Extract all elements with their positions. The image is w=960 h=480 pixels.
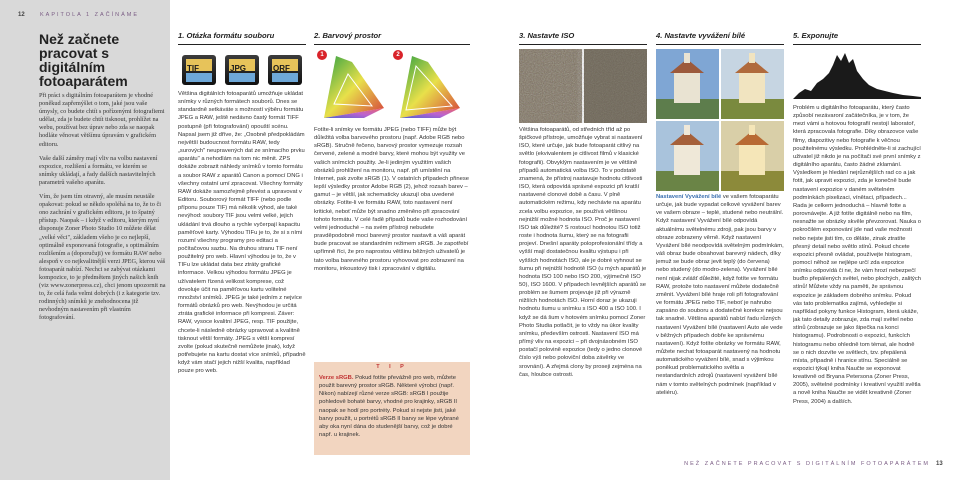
histogram-graphic bbox=[793, 49, 921, 99]
gamut-diagrams bbox=[314, 48, 470, 124]
tif-label: TIF bbox=[187, 64, 199, 73]
left-page-number: 12 bbox=[18, 12, 25, 18]
color-space-text: Fotíte-li snímky ve formátu JPEG (nebo TIFF) může být důležitá volba barvového prostoru (např. Adobe RGB nebo sRGB). Stručně řečeno, barvový prostor vymezuje rozsah červené, zelené a modré barvy, které mohou být využity ve vašich snímcích použity. Je-li jediným využitím vašich obrázků prohlížení na monitoru, např. při umístění na Internet, pak zvolte sRGB (1). V ostatních případech přinese lepší výsledky prostor Adobe RGB (2), jehož rozsah barev – gamut – je větší, jak schematicky ukazují oba uvedené obrázky. Fotíte-li ve formátu RAW, toto nastavení není kritické, neboť může být snadno změněno při zpracování tohoto formátu. V celé řadě případů bude vaše rozhodování velmi jednoduché – na svém přístroji nebudete pravděpodobně moci barevný prostor nastavit a váš aparát bude pracovat se standardním režimem sRGB. Je zapotřebí upřímně říci, že pro naprostou většinu běžných uživatelů je tato volba barevného prostoru vyhovovat pro zobrazení na monitoru, inkoustový tisk i zpracování v digitálu. bbox=[314, 127, 469, 272]
chapel-photo-tungsten bbox=[721, 121, 784, 191]
tip-title: T I P bbox=[376, 364, 408, 370]
section-heading-iso: 3. Nastavte ISO bbox=[519, 31, 647, 45]
tip-text bbox=[319, 374, 465, 439]
chapel-photo-warm bbox=[721, 49, 784, 119]
right-page-number: 13 bbox=[936, 461, 943, 467]
white-balance-body: ve vašem fotoaparátu určuje, jak bude vypadat celkové vyvážení barev ve vašem obraze – teplé, studené nebo neutrální. Když nastavení Vyvážení bílé odpovídá aktuálnímu světelnému zdroji, pak jsou barvy v obraze zobrazeny věrně. Když nastavení Vyvážení bílé neodpovídá světelným podmínkám, váš obraz bude obsahovat barevný nádech, díky jemuž se bude obraz jevit teplý (do červena) nebo studený (do modro-zelena). Vyvážení bílé není nijak zvlášť důležité, když fotíte ve formátu RAW, protože toto nastavení můžete dodatečně změnit. Vyvážení bílé hraje roli při fotografování ve formátu JPEG nebo TIF, neboť je nahrubo zapsáno do souboru a dodatečné korekce nejsou tak snadné. Většina aparátů nabízí řadu různých nastavení Vyvážení bílé (nastavení Auto ale vede v běžných případech dobře ke správnému nastavení). Když fotíte obrázky ve formátu RAW, můžete nechat fotoaparát nastavený na hodnotu automatického vyvážení bílé, snad s výjimkou poněkud problematického světla a nestandardních zdrojů (nastavení vyvážení bílé nám v tomto světelných podmínek (například v ateliéru). bbox=[656, 194, 784, 396]
white-balance-text bbox=[656, 193, 784, 456]
section-heading-color-space: 2. Barvový prostor bbox=[314, 31, 470, 45]
tip-body: Pokud fotíte převážně pro web, můžete použít barevný prostor sRGB. Některé výrobci (např. Nikon) nabízejí různé verze sRGB: sRGB I použije pohledově bohaté barvy, vhodné pro krajinky, sRGB II naopak se hodí pro portréty. Pokud si nejste jisti, jaké barvy použít, u portrétů sRGB II barvy se lépe vybrané aby oka nyní dána do studenější barvy, což je dobré např. u krajinek. bbox=[319, 375, 459, 439]
tip-label: Verze sRGB. bbox=[319, 375, 354, 381]
running-head: KAPITOLA 1 ZAČÍNÁME bbox=[40, 12, 140, 18]
chapter-headline: Než začnete pracovat s digitálním fotoaparátem bbox=[39, 31, 128, 89]
section-heading-file-format: 1. Otázka formátu souboru bbox=[178, 31, 306, 45]
chapel-photo-neutral bbox=[656, 121, 719, 191]
intro-paragraph: Vaše další záměry mají vliv na volbu nastavení expozice, rozlišení a formátu, ve kterém se snímky ukládají, a řady dalších nastavitelných parametrů vašeho aparátu. bbox=[39, 154, 158, 186]
chapel-photo-cool bbox=[656, 49, 719, 119]
section-heading-white-balance: 4. Nastavte vyvážení bílé bbox=[656, 31, 784, 45]
intro-paragraph: Vím, že jsem tím otravný, ale musím neustále opakovat: pokud se někdo spoléhá na to, že to či ono zachrání v grafickém editoru, je to špatný přístup. Naopak – i když v editoru, kterým nyní disponuje Zoner Photo Studio 10 můžete dělat „velké věci", základem všeho je co nejlepší, optimálně exponovaná fotografie, s optimálním rozlišením a (doporučuji) ve formátu RAW nebo alespoň v co nejkvalitnější verzi JPEG, kterou váš fotoaparát nabízí. Nechci se zabývat otázkami kompozice, to je předmětem jiných našich knih (viz www.zonerpress.cz), chci jenom upozornit na to, že celá řada velmi dobrých (i z kategorie tzv. rodinných) snímků je znehodnocena již nevhodným nastavením při vlastním fotografování. bbox=[39, 193, 166, 322]
section-heading-expose: 5. Exponujte bbox=[793, 31, 921, 45]
jpg-label: JPG bbox=[230, 64, 247, 73]
expose-text: Problém u digitálního fotoaparátu, který často způsobí nezávaroní začátečníka, je v tom, že mezi vámi a hotovou fotografií nestojí laboratoř, která zpracovala fotografie. Díky obrazovce vaše filmy, diapozitivy nebo fotografie k věčnou použitelnému výsledku. Prohlédněte-li si zachující uživatel již nikdo je na počítači své první snímky z digitálního aparátu, často žádné zklamání. Výsledkem je hledání nejrůznějších rad co a jak fotit, jak upravit expozici, zda je konečně bude nastavení expozice v daném světelném podmínkách pixelizaci, vínětaci, případech... Rada je celkem jednoduchá – hlavně fotte a porovnávejte. A již fotíte digitálně nebo na film, nesnažte se obrázky skvěle převzorovat. Nauka o pokročilém exponování jde nad vaše možnosti nebo nejste jisti tím, co děláte, zinak ztratíte přesný detail nebo světlo stínů. Pokud chcete expozici přesně ovládat, používejte histogram, pomocí něhož se nejlépe určí zda expozice snímku odpovídá či ne, že vám hrozí nebezpečí buďto přepálených světel, nebo plochých, zalitých stínů! Můžete vždy na paměti, že správnou expozice je základem dobrého snímku. Pokud vás tato problematika zajímá, vyhledejte si například pokyny funkce Histogram, která ukáže, jak tato detaily zobrazuje, zda mají světel nebo stínů (zobrazuje se jako šipečka na konci histogramu). Podrobnosti o expozici, funkcích histogramu nebo ohledně tom témat, ale hodně se o nich dozvíte ve světlech, tzv. přepálená místa, případně i hranice stínu. Speciálně se expozici týkají kniha Naučte se exponovat kreativně od Bryana Petersona (Zoner Press, 2005), světelné podmínky i kreativní využití světla a nově kniha Naučte se vidět kreativně (Zoner Press, 2004) a dalších. bbox=[793, 105, 921, 405]
white-balance-lead: Nastavení Vyvážení bílé bbox=[656, 194, 722, 200]
orf-label: ORF bbox=[273, 64, 290, 73]
iso-text: Většina fotoaparátů, od středních tříd až po špičkové přístroje, umožňuje vybrat si nastavení ISO, které určuje, jak bude fotoaparát citlivý na světlo (ekvivalentem je citlivost filmů v klasické fotografii). Obvyklým nastavením je ve většině případů automatická volba ISO. To v podstatě znamená, že přístroj nastavuje hodnotu citlivosti ISO, která odpovídá správné expozici při kratší nastavené clonové době a času. V plně automatickém režimu, kdy nechávte na aparátu zcela volbu expozice, se používá většinou nejnižší možné hodnota ISO. Proč je nastavení ISO tak důležité? S rostoucí hodnotou ISO totiž roste i hodnota šumu, který se na fotografii projeví. Dnešní aparáty poloprofesionální třídy a vyšší mají dostatečnou kvalitu výstupu i při vyšších hodnotách ISO, ale je dobré vyhnout se šumu při nejnižší hodnotě ISO (u mých aparátů je hodnota ISO 100 nebo ISO 200, výjimečně ISO 50), ISO 1600. V případech levnějších aparátů se problém se šumem projevuje již při výrazně nižších hodnotách ISO. Horní doraz je ukazuji hodnotu šumu u snímku s ISO 400 a ISO 100. I když se dá šum v hotovém snímku pomocí Zoner Photo Studia potlačit, je to vždy na úkor kvality snímku, především ostrosti. Nastavení ISO má přímý vliv na expozici – při dvojnásobném ISO postačí polovině expozice (tedy o jedno clonové číslo výš nebo poloviční doba závěrky ve srovnání). A zřejmá clony by proseji zejména na čas, hloubce ostrosti. bbox=[519, 127, 647, 378]
badge-2: 2 bbox=[393, 50, 403, 60]
intro-paragraph: Při práci s digitálním fotoaparátem je vhodné poněkud zapřemýšlet o tom, jaké jsou vaše úmysly, co budete chtít s pořízenými fotografiemi udělat, zda je budete chtít tisknout, prohlížet na webu, používat bez úprav nebo zda se naopak hodláte věnovat většímu úpravám v grafickém editoru. bbox=[39, 92, 165, 148]
file-format-text: Většina digitálních fotoaparátů umožňuje ukládat snímky v různých formátech souborů. Dnes se standardně setkáváte s možností výběru formátu JPEG a RAW, ještě nedávno častý formát TIFF postupně (při fotografování) opouští scénu. Napsal jsem již dříve, že: „Osobně předpokládám největší budoucnost formátu RAW, tedy „surových" neupravených dat ze snímacího prvku aparátu" a nehodlám na tom nic měnit. ZPS dokáže zobrazit náhledy snímků v tomto formátu a soubor RAW z aparátů Canon a pomocí DNG i všechny ostatní umí zpracovat. Všechny formáty RAW dokáže samozřejmě převést a upravovat v Editoru. Souborový formát TIFF (nebo podle příponu pouze TIF) má několik výhod, ale také nevýhod: soubory TIF jsou velmi velké, jejich ukládání trvá dlouho a rychle vyčerpají kapacitu paměťové karty. Výhodou TIFu je to, že si s ními rozumí všechny programy pro editaci a počítačovou sazbu. Na druhou stranu TIF není použitelný pro web. Hlavní výhodou je to, že v TIFu lze ukládat data bez ztráty grafické informace. Velkou výhodou formátu JPEG je užívatelem řízená velikost komprese, což dovoluje účit na paměťovou kartu volitelné množství snímků. JPEG je také jedním z nejvíce formátů obrázků pro web. Nevýhodou je určitá ztráta grafické informace při kompresi. Záver: RAW, vysoce kvalitní JPEG, resp. TIF použijte, chcete-li následně obrázky upravovat a kvalitně tisknout větší formáty. JPEG s větší kompresí zvolte (pokud skutečně nemůžete jinak), když potřebujete na kartu dostat více snímků, případně když vám stačí jejich nižší kvalita, například pouze pro web. bbox=[178, 91, 306, 375]
running-foot: NEŽ ZAČNETE PRACOVAT S DIGITÁLNÍM FOTOAPARÁTEM bbox=[684, 461, 930, 467]
adobe-rgb-gamut-diagram bbox=[400, 56, 460, 118]
intro-text bbox=[39, 92, 166, 329]
white-balance-photos bbox=[656, 49, 784, 191]
srgb-gamut-diagram bbox=[324, 56, 384, 118]
iso-noise-photos bbox=[519, 49, 647, 123]
badge-1: 1 bbox=[317, 50, 327, 60]
tip-box bbox=[314, 362, 470, 455]
